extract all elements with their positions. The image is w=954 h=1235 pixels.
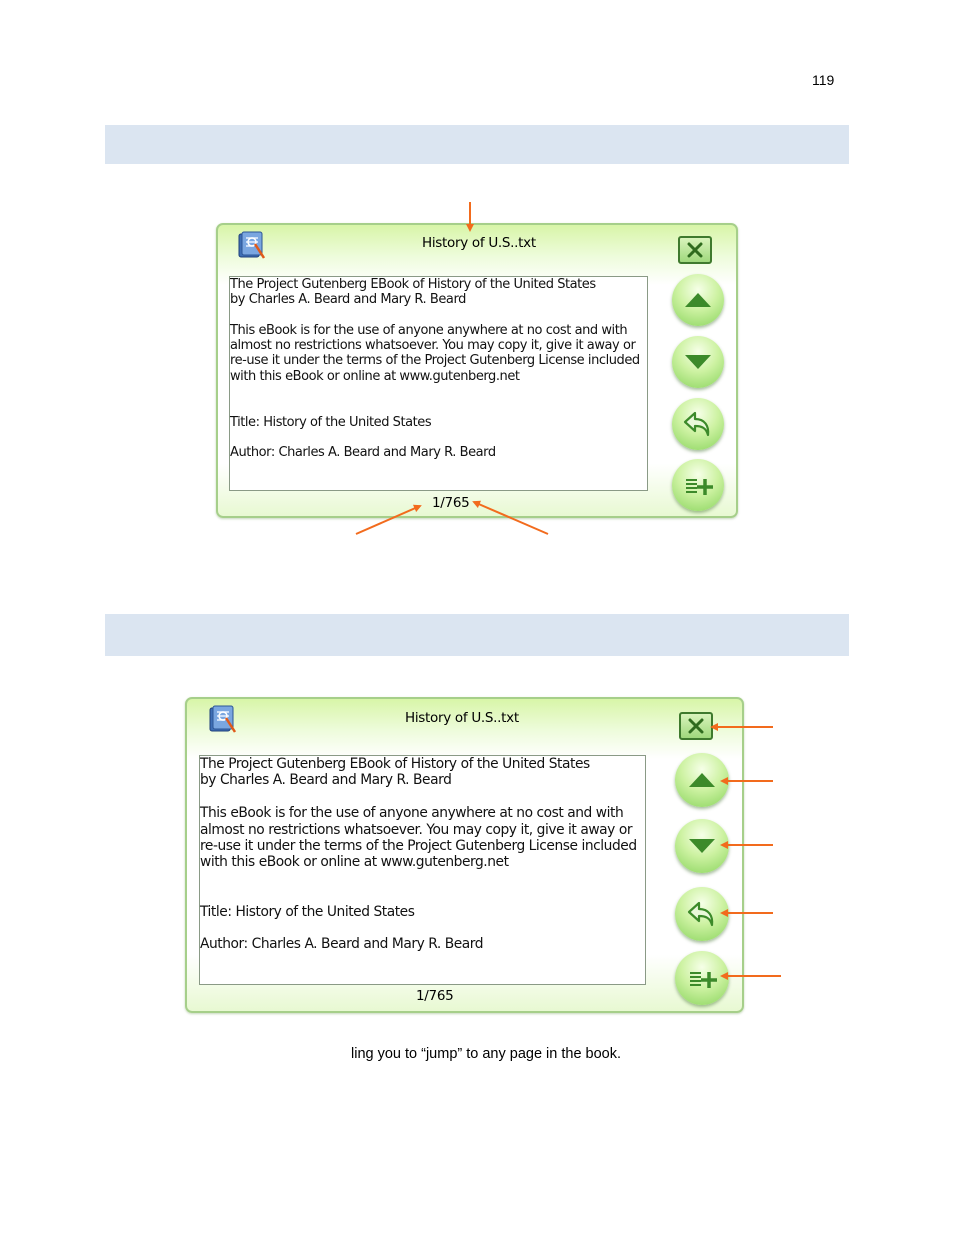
text-line: Author: Charles A. Beard and Mary R. Beard (200, 936, 484, 953)
text-line: Title: History of the United States (200, 903, 415, 920)
file-title: History of U.S..txt (422, 235, 536, 251)
file-title: History of U.S..txt (405, 710, 519, 726)
section-band-middle (105, 614, 849, 656)
text-line: almost no restrictions whatsoever. You may copy it, give it away or (200, 821, 633, 838)
page-indicator[interactable]: 1/765 (432, 495, 470, 511)
text-line: with this eBook or online at www.gutenberg.net (230, 368, 520, 384)
text-line: This eBook is for the use of anyone anywhere at no cost and with (200, 805, 624, 822)
text-line: re-use it under the terms of the Project Gutenberg License included (230, 353, 640, 369)
text-line: by Charles A. Beard and Mary R. Beard (200, 772, 452, 789)
text-line: Author: Charles A. Beard and Mary R. Beard (230, 445, 496, 461)
text-line: The Project Gutenberg EBook of History of the United States (230, 277, 596, 292)
page-indicator[interactable]: 1/765 (416, 988, 454, 1004)
text-line: almost no restrictions whatsoever. You may copy it, give it away or (230, 338, 636, 354)
page-total-callout-arrow (474, 502, 548, 534)
page-number: 119 (812, 72, 835, 88)
text-line: The Project Gutenberg EBook of History of the United States (200, 756, 590, 772)
callout-arrows-2 (0, 700, 954, 1000)
text-line: with this eBook or online at www.gutenberg.net (200, 854, 509, 871)
text-line: This eBook is for the use of anyone anywhere at no cost and with (230, 322, 628, 338)
text-line: Title: History of the United States (230, 414, 432, 430)
text-line: by Charles A. Beard and Mary R. Beard (230, 292, 466, 308)
page-current-callout-arrow (356, 506, 420, 534)
text-line: re-use it under the terms of the Project Gutenberg License included (200, 837, 637, 854)
callout-arrows-1 (0, 0, 954, 560)
caption-text: ling you to “jump” to any page in the book. (351, 1046, 622, 1062)
